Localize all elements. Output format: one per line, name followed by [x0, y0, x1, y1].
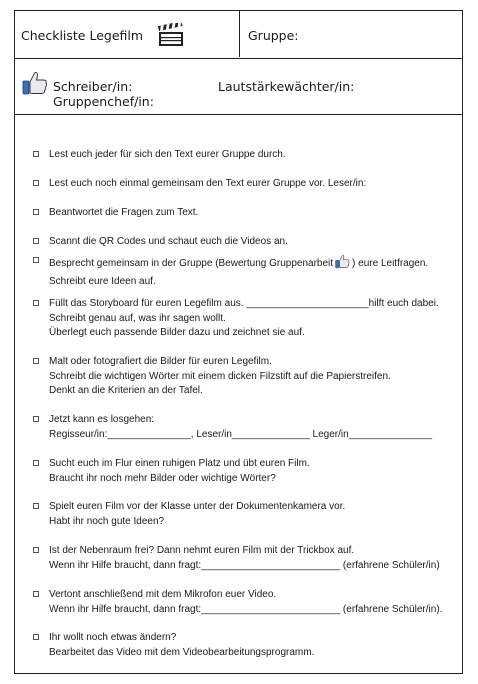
checkbox[interactable]	[33, 416, 39, 422]
item-text: Beantwortet die Fragen zum Text.	[49, 207, 199, 218]
thumbs-up-icon	[334, 254, 351, 275]
item-text: Ist der Nebenraum frei? Dann nehmt euren Film mit der Trickbox auf.	[49, 545, 355, 556]
scribe-label: Schreiber/in:	[53, 79, 133, 94]
page-title: Checkliste Legefilm	[21, 28, 144, 43]
group-label: Gruppe:	[248, 28, 299, 43]
checkbox[interactable]	[33, 151, 39, 157]
title-row	[15, 11, 462, 59]
item-text: Lest euch jeder für sich den Text eurer Gruppe durch.	[49, 149, 286, 160]
checkbox[interactable]	[33, 503, 39, 509]
checkbox[interactable]	[33, 238, 39, 244]
item-text: Sucht euch im Flur einen ruhigen Platz und übt euren Film.	[49, 458, 310, 469]
item-text: Füllt das Storyboard für euren Legefilm aus. ______________________hilft euch dabei.	[49, 298, 439, 309]
volume-keeper-label: Lautstärkewächter/in:	[218, 79, 355, 94]
checkbox[interactable]	[33, 209, 39, 215]
checkbox[interactable]	[33, 591, 39, 597]
checklist-sheet	[14, 10, 463, 674]
clapperboard-icon	[157, 23, 185, 52]
item-text: Schreibt genau auf, was ihr sagen wollt.	[49, 312, 226, 324]
item-text: Besprecht gemeinsam in der Gruppe (Bewertung Gruppenarbeit	[49, 258, 334, 269]
item-text-suffix: ) eure Leitfragen.	[352, 258, 429, 269]
item-text: Denkt an die Kriterien an der Tafel.	[49, 385, 203, 396]
roles-row	[15, 59, 462, 115]
item-text: Schreibt die wichtigen Wörter mit einem dicken Filzstift auf die Papierstreifen.	[49, 370, 391, 382]
item-text: Regisseur/in:_______________, Leser/in______________ Leger/in_______________	[49, 428, 433, 440]
checkbox[interactable]	[33, 257, 39, 263]
item-text: Bearbeitet das Video mit dem Videobearbeitungsprogramm.	[49, 646, 315, 658]
thumbs-up-icon	[22, 70, 48, 101]
item-text: Überlegt euch passende Bilder dazu und zeichnet sie auf.	[49, 327, 305, 338]
title-cell	[15, 11, 240, 57]
item-text: Lest euch noch einmal gemeinsam den Text eurer Gruppe vor. Leser/in:	[49, 178, 367, 189]
checkbox[interactable]	[33, 547, 39, 553]
item-text: Scannt die QR Codes und schaut euch die Videos an.	[49, 236, 288, 247]
item-text: Malt oder fotografiert die Bilder für euren Legefilm.	[49, 356, 272, 367]
item-text: Ihr wollt noch etwas ändern?	[49, 632, 177, 643]
item-text: Jetzt kann es losgehen:	[49, 414, 155, 425]
item-text: Schreibt eure Ideen auf.	[49, 275, 156, 287]
checkbox[interactable]	[33, 634, 39, 640]
item-text: Spielt euren Film vor der Klasse unter der Dokumentenkamera vor.	[49, 501, 346, 512]
item-text: Vertont anschließend mit dem Mikrofon euer Video.	[49, 589, 277, 600]
checkbox[interactable]	[33, 460, 39, 466]
checkbox[interactable]	[33, 180, 39, 186]
item-text: Habt ihr noch gute Ideen?	[49, 515, 165, 527]
item-text: Wenn ihr Hilfe braucht, dann fragt:_________________________ (erfahrene Schüler/in).	[49, 603, 443, 615]
group-leader-label: Gruppenchef/in:	[53, 94, 154, 109]
checkbox[interactable]	[33, 300, 39, 306]
item-text: Wenn ihr Hilfe braucht, dann fragt:_________________________ (erfahrene Schüler/in)	[49, 559, 440, 571]
checkbox[interactable]	[33, 358, 39, 364]
item-text: Braucht ihr noch mehr Bilder oder wichtige Wörter?	[49, 472, 276, 484]
